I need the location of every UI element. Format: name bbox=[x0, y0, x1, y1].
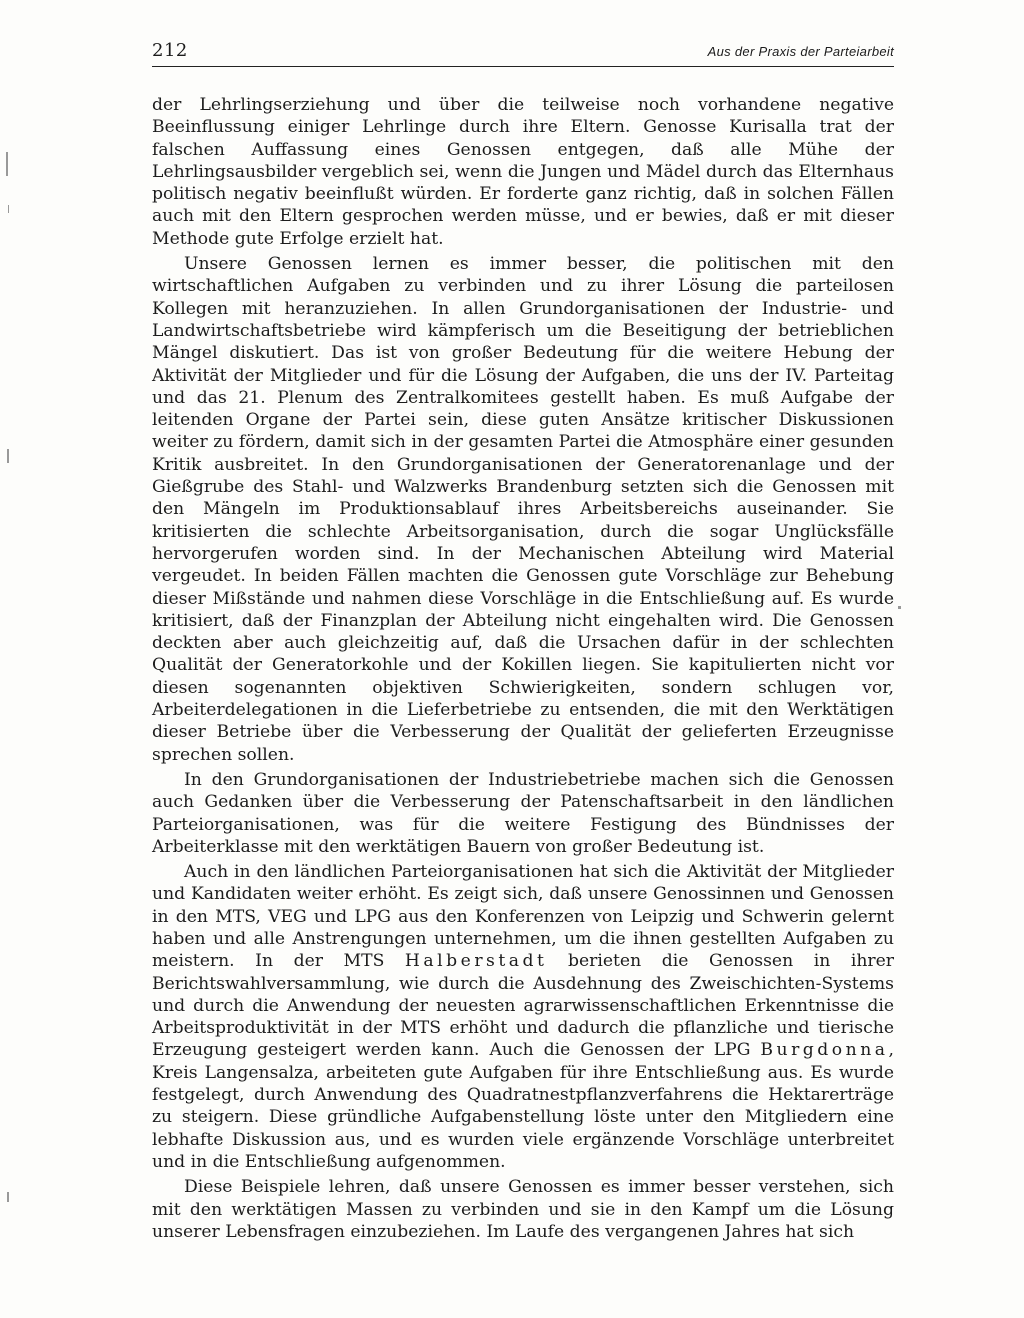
paragraph-4 bbox=[152, 861, 894, 1173]
paragraph-4-part-a: Auch in den ländlichen Parteiorganisationen hat sich die Aktivität der Mitglieder und Kandidaten weiter erhöht. Es zeigt sich, daß unsere Genossinnen und Genossen in den MTS, VEG und LPG aus den Konferenzen von Leipzig und Schwerin gelernt haben und alle Anstrengungen unternehmen, um die ihnen gestellten Aufgaben zu meistern. In der MTS bbox=[152, 862, 894, 972]
paragraph-3: In den Grundorganisationen der Industriebetriebe machen sich die Genossen auch Gedanken über die Verbesserung der Patenschaftsarbeit in den ländlichen Parteiorganisationen, was für die weitere Festigung des Bündnisses der Arbeiterklasse mit den werktätigen Bauern von großer Bedeutung ist. bbox=[152, 769, 894, 857]
place-name-halberstadt: Halberstadt bbox=[404, 951, 548, 972]
scan-speck bbox=[898, 606, 901, 609]
place-name-burgdonna: Burgdonna bbox=[760, 1040, 889, 1061]
page-number: 212 bbox=[152, 40, 188, 61]
scan-speck bbox=[6, 152, 8, 176]
scan-speck bbox=[7, 449, 9, 463]
body-text bbox=[152, 94, 894, 1243]
scan-speck bbox=[8, 205, 9, 213]
running-title: Aus der Praxis der Parteiarbeit bbox=[707, 44, 894, 59]
scan-speck bbox=[7, 1192, 9, 1202]
page-header bbox=[152, 40, 894, 67]
paragraph-4-part-b: berieten die Genossen in ihrer Berichtswahlversammlung, wie durch die Ausdehnung des Zweischichten-Systems und durch die Anwendung der neuesten agrarwissenschaftlichen Erkenntnisse die Arbeitsproduktivität in der MTS erhöht und dadurch die pflanzliche und tierische Erzeugung gesteigert werden kann. Auch die Genossen der LPG bbox=[152, 951, 894, 1061]
paragraph-5: Diese Beispiele lehren, daß unsere Genossen es immer besser verstehen, sich mit den werktätigen Massen zu verbinden und sie in den Kampf um die Lösung unserer Lebensfragen einzubeziehen. Im Laufe des vergangenen Jahres hat sich bbox=[152, 1177, 894, 1242]
paragraph-2: Unsere Genossen lernen es immer besser, die politischen mit den wirtschaftlichen Aufgaben zu verbinden und zu ihrer Lösung die parteilosen Kollegen mit heranzuziehen. In allen Grundorganisationen der Industrie- und Landwirtschaftsbetriebe wird kämpferisch um die Beseitigung der betrieblichen Mängel diskutiert. Das ist von großer Bedeutung für die weitere Hebung der Aktivität der Mitglieder und für die Lösung der Aufgaben, die uns der IV. Parteitag und das 21. Plenum des Zentralkomitees gestellt haben. Es muß Aufgabe der leitenden Organe der Partei sein, diese guten Ansätze kritischer Diskussionen weiter zu fördern, damit sich in der gesamten Partei die Atmosphäre einer gesunden Kritik ausbreitet. In den Grundorganisationen der Generatorenanlage und der Gießgrube des Stahl- und Walzwerks Brandenburg setzten sich die Genossen mit den Mängeln im Produktionsablauf ihres Arbeitsbereichs auseinander. Sie kritisierten die schlechte Arbeitsorganisation, durch die sogar Unglücksfälle hervorgerufen worden sind. In der Mechanischen Abteilung wird Material vergeudet. In beiden Fällen machten die Genossen gute Vorschläge zur Behebung dieser Mißstände und nahmen diese Vorschläge in die Entschließung auf. Es wurde kritisiert, daß der Finanzplan der Abteilung nicht eingehalten wird. Die Genossen deckten aber auch gleichzeitig auf, daß die Ursachen dafür in der schlechten Qualität der Generatorkohle und der Kokillen liegen. Sie kapitulierten nicht vor diesen sogenannten objektiven Schwierigkeiten, sondern schlugen vor, Arbeiterdelegationen in die Lieferbetriebe zu entsenden, die mit den Werktätigen dieser Betriebe über die Verbesserung der Qualität der gelieferten Erzeugnisse sprechen sollen. bbox=[152, 254, 894, 765]
paragraph-1: der Lehrlingserziehung und über die teilweise noch vorhandene negative Beeinflussung einiger Lehrlinge durch ihre Eltern. Genosse Kurisalla trat der falschen Auffassung eines Genossen entgegen, daß alle Mühe der Lehrlingsausbilder vergeblich sei, wenn die Jungen und Mädel durch das Elternhaus politisch negativ beeinflußt würden. Er forderte ganz richtig, daß in solchen Fällen auch mit den Eltern gesprochen werden müsse, und er bewies, daß er mit dieser Methode gute Erfolge erzielt hat. bbox=[152, 95, 894, 249]
paragraph-4-part-c: , Kreis Langensalza, arbeiteten gute Aufgaben für ihre Entschließung aus. Es wurde festgelegt, durch Anwendung des Quadratnestpflanzverfahrens die Hektarerträge zu steigern. Diese gründliche Aufgabenstellung löste unter den Mitgliedern eine lebhafte Diskussion aus, und es wurden viele ergänzende Vorschläge unterbreitet und in die Entschließung aufgenommen. bbox=[152, 1040, 894, 1172]
